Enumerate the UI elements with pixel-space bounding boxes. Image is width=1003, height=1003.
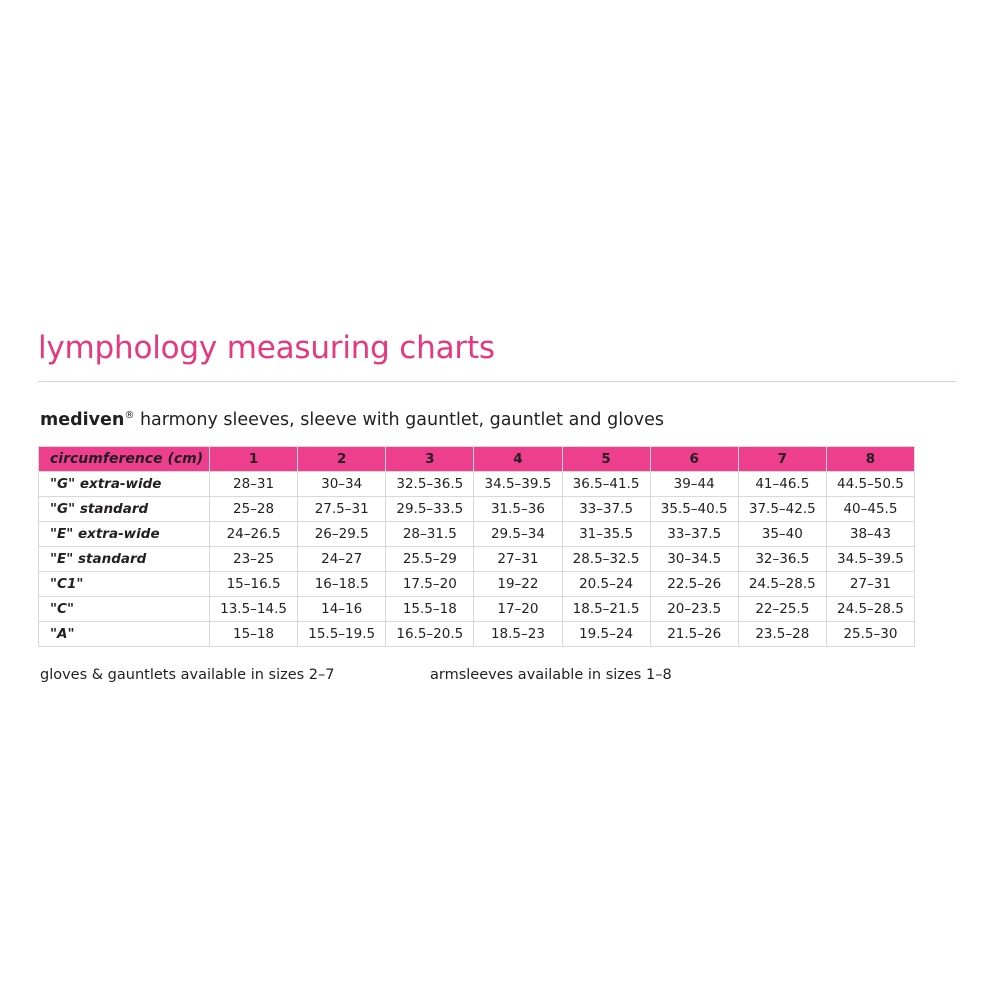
- table-cell: 24–26.5: [210, 522, 298, 547]
- table-cell: 23.5–28: [738, 622, 826, 647]
- table-cell: 34.5–39.5: [826, 547, 914, 572]
- table-cell: 19.5–24: [562, 622, 650, 647]
- table-row: [39, 597, 915, 622]
- column-header-size-1: 1: [210, 447, 298, 472]
- title-divider: [38, 381, 956, 382]
- table-cell: 39–44: [650, 472, 738, 497]
- table-cell: 17.5–20: [386, 572, 474, 597]
- table-cell: 33–37.5: [562, 497, 650, 522]
- table-cell: 24–27: [298, 547, 386, 572]
- table-cell: 32.5–36.5: [386, 472, 474, 497]
- table-cell: 40–45.5: [826, 497, 914, 522]
- table-cell: 30–34.5: [650, 547, 738, 572]
- footnote-armsleeves: armsleeves available in sizes 1–8: [430, 667, 672, 684]
- row-label: "C1": [39, 572, 210, 597]
- column-header-size-6: 6: [650, 447, 738, 472]
- row-label: "G" extra-wide: [39, 472, 210, 497]
- table-cell: 35–40: [738, 522, 826, 547]
- table-cell: 16.5–20.5: [386, 622, 474, 647]
- table-cell: 28–31: [210, 472, 298, 497]
- table-cell: 44.5–50.5: [826, 472, 914, 497]
- measuring-chart-table: [38, 446, 915, 647]
- table-cell: 23–25: [210, 547, 298, 572]
- table-cell: 34.5–39.5: [474, 472, 562, 497]
- document-content: [38, 330, 968, 689]
- registered-mark: ®: [124, 410, 135, 422]
- table-row: [39, 547, 915, 572]
- table-cell: 35.5–40.5: [650, 497, 738, 522]
- table-cell: 31–35.5: [562, 522, 650, 547]
- table-header-row: [39, 447, 915, 472]
- table-row: [39, 572, 915, 597]
- column-header-size-3: 3: [386, 447, 474, 472]
- table-cell: 33–37.5: [650, 522, 738, 547]
- table-cell: 31.5–36: [474, 497, 562, 522]
- table-cell: 36.5–41.5: [562, 472, 650, 497]
- table-cell: 17–20: [474, 597, 562, 622]
- column-header-size-2: 2: [298, 447, 386, 472]
- table-row: [39, 522, 915, 547]
- table-cell: 24.5–28.5: [738, 572, 826, 597]
- table-cell: 16–18.5: [298, 572, 386, 597]
- table-cell: 20–23.5: [650, 597, 738, 622]
- table-cell: 25.5–30: [826, 622, 914, 647]
- subtitle-rest: harmony sleeves, sleeve with gauntlet, gauntlet and gloves: [134, 410, 664, 431]
- table-cell: 24.5–28.5: [826, 597, 914, 622]
- table-cell: 15.5–19.5: [298, 622, 386, 647]
- table-cell: 27.5–31: [298, 497, 386, 522]
- table-cell: 25.5–29: [386, 547, 474, 572]
- table-body: [39, 472, 915, 647]
- table-cell: 37.5–42.5: [738, 497, 826, 522]
- page-title: lymphology measuring charts: [38, 330, 495, 366]
- column-header-circumference: circumference (cm): [39, 447, 210, 472]
- table-cell: 27–31: [474, 547, 562, 572]
- row-label: "A": [39, 622, 210, 647]
- table-row: [39, 472, 915, 497]
- column-header-size-5: 5: [562, 447, 650, 472]
- footnotes: [38, 667, 968, 689]
- table-row: [39, 497, 915, 522]
- table-cell: 29.5–33.5: [386, 497, 474, 522]
- table-cell: 14–16: [298, 597, 386, 622]
- table-cell: 13.5–14.5: [210, 597, 298, 622]
- table-cell: 29.5–34: [474, 522, 562, 547]
- row-label: "C": [39, 597, 210, 622]
- table-cell: 25–28: [210, 497, 298, 522]
- table-cell: 20.5–24: [562, 572, 650, 597]
- table-cell: 28.5–32.5: [562, 547, 650, 572]
- table-cell: 26–29.5: [298, 522, 386, 547]
- footnote-gloves-gauntlets: gloves & gauntlets available in sizes 2–7: [40, 667, 335, 684]
- table-cell: 38–43: [826, 522, 914, 547]
- table-cell: 18.5–21.5: [562, 597, 650, 622]
- table-cell: 15–16.5: [210, 572, 298, 597]
- table-cell: 15–18: [210, 622, 298, 647]
- column-header-size-4: 4: [474, 447, 562, 472]
- table-cell: 22.5–26: [650, 572, 738, 597]
- table-cell: 28–31.5: [386, 522, 474, 547]
- table-cell: 41–46.5: [738, 472, 826, 497]
- column-header-size-7: 7: [738, 447, 826, 472]
- table-cell: 21.5–26: [650, 622, 738, 647]
- row-label: "E" standard: [39, 547, 210, 572]
- table-cell: 22–25.5: [738, 597, 826, 622]
- table-row: [39, 622, 915, 647]
- table-cell: 30–34: [298, 472, 386, 497]
- table-cell: 19–22: [474, 572, 562, 597]
- table-cell: 18.5–23: [474, 622, 562, 647]
- chart-subtitle: [40, 410, 968, 430]
- brand-name: mediven: [40, 410, 125, 431]
- row-label: "E" extra-wide: [39, 522, 210, 547]
- column-header-size-8: 8: [826, 447, 914, 472]
- row-label: "G" standard: [39, 497, 210, 522]
- table-cell: 32–36.5: [738, 547, 826, 572]
- table-cell: 27–31: [826, 572, 914, 597]
- table-cell: 15.5–18: [386, 597, 474, 622]
- table-head: [39, 447, 915, 472]
